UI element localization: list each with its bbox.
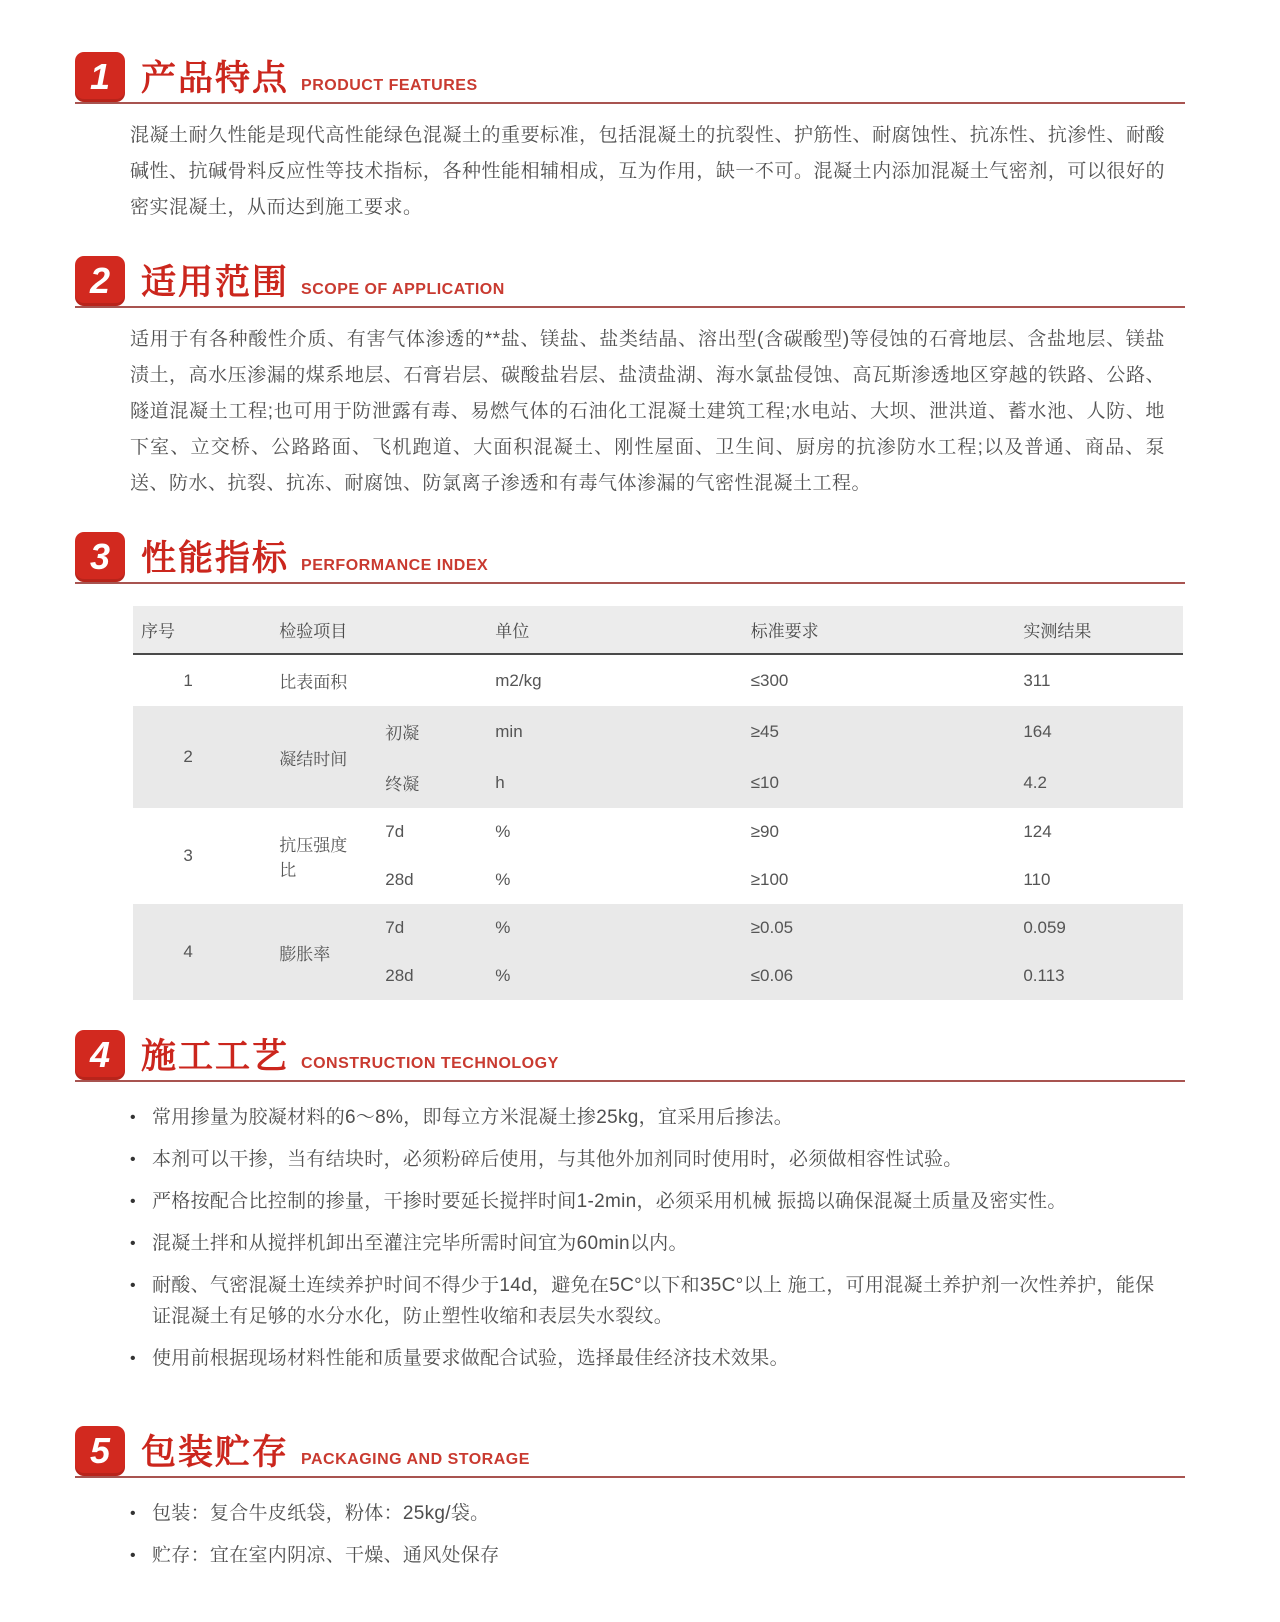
- header-serial: 序号: [133, 606, 243, 654]
- section-1-number-badge: 1: [75, 52, 125, 102]
- cell-subitem: 7d: [359, 904, 475, 952]
- bullet-marker: •: [130, 1505, 136, 1522]
- table-row: [133, 808, 1183, 856]
- list-item: [130, 1186, 1165, 1217]
- table-header-row: [133, 606, 1183, 654]
- cell-unit: min: [475, 706, 724, 757]
- section-5-number-badge: 5: [75, 1426, 125, 1476]
- packaging-bullet-list: [130, 1498, 1165, 1571]
- list-item: [130, 1102, 1165, 1133]
- section-3-subtitle: PERFORMANCE INDEX: [301, 557, 489, 574]
- section-construction-technology: [75, 1030, 1185, 1374]
- section-5-header: [75, 1426, 1185, 1478]
- section-4-subtitle: CONSTRUCTION TECHNOLOGY: [301, 1055, 559, 1072]
- cell-standard: ≥100: [725, 856, 998, 904]
- bullet-text: 耐酸、气密混凝土连续养护时间不得少于14d，避免在5C°以下和35C°以上 施工，可用混凝土养护剂一次性养护，能保证混凝土有足够的水分水化，防止塑性收缩和表层失水裂纹。: [152, 1275, 1155, 1327]
- list-item: [130, 1343, 1165, 1374]
- section-1-title: 产品特点: [141, 58, 290, 98]
- cell-result: 311: [997, 654, 1183, 706]
- section-5-title: 包装贮存: [141, 1432, 290, 1472]
- bullet-marker: •: [130, 1193, 136, 1210]
- bullet-marker: •: [130, 1151, 136, 1168]
- cell-item: 比表面积: [243, 654, 359, 706]
- header-unit: 单位: [475, 606, 724, 654]
- cell-item: 抗压强度比: [243, 808, 359, 904]
- bullet-text: 混凝土拌和从搅拌机卸出至灌注完毕所需时间宜为60min以内。: [152, 1233, 688, 1254]
- section-5-subtitle: PACKAGING AND STORAGE: [301, 1451, 530, 1468]
- cell-serial: 1: [133, 654, 243, 706]
- table-row: [133, 706, 1183, 757]
- bullet-text: 贮存：宜在室内阴凉、干燥、通风处保存: [152, 1545, 500, 1566]
- cell-result: 124: [997, 808, 1183, 856]
- cell-standard: ≤0.06: [725, 952, 998, 1000]
- cell-unit: h: [475, 757, 724, 808]
- cell-unit: m2/kg: [475, 654, 724, 706]
- bullet-marker: •: [130, 1235, 136, 1252]
- section-2-number-badge: 2: [75, 256, 125, 306]
- bullet-marker: •: [130, 1277, 136, 1294]
- cell-item: 凝结时间: [243, 706, 359, 808]
- cell-standard: ≤10: [725, 757, 998, 808]
- section-performance-index: [75, 532, 1185, 1000]
- table-row: [133, 904, 1183, 952]
- cell-serial: 3: [133, 808, 243, 904]
- bullet-text: 严格按配合比控制的掺量，干掺时要延长搅拌时间1-2min，必须采用机械 振捣以确保混凝土质量及密实性。: [152, 1191, 1067, 1212]
- section-2-title: 适用范围: [141, 262, 290, 302]
- header-item: 检验项目: [243, 606, 475, 654]
- cell-subitem: 终凝: [359, 757, 475, 808]
- section-scope-of-application: [75, 256, 1185, 502]
- cell-serial: 2: [133, 706, 243, 808]
- table-row: [133, 654, 1183, 706]
- cell-standard: ≥0.05: [725, 904, 998, 952]
- header-result: 实测结果: [997, 606, 1183, 654]
- bullet-text: 本剂可以干掺，当有结块时，必须粉碎后使用，与其他外加剂同时使用时，必须做相容性试验。: [152, 1149, 963, 1170]
- bullet-text: 常用掺量为胶凝材料的6～8%，即每立方米混凝土掺25kg，宜采用后掺法。: [152, 1107, 794, 1128]
- list-item: [130, 1270, 1165, 1332]
- bullet-text: 包装：复合牛皮纸袋，粉体：25kg/袋。: [152, 1503, 490, 1524]
- cell-unit: %: [475, 952, 724, 1000]
- cell-subitem: 初凝: [359, 706, 475, 757]
- cell-result: 164: [997, 706, 1183, 757]
- section-4-number-badge: 4: [75, 1030, 125, 1080]
- section-4-title: 施工工艺: [141, 1036, 290, 1076]
- cell-standard: ≥90: [725, 808, 998, 856]
- cell-item: 膨胀率: [243, 904, 359, 1000]
- list-item: [130, 1498, 1165, 1529]
- section-2-header: [75, 256, 1185, 308]
- construction-bullet-list: [130, 1102, 1165, 1374]
- cell-serial: 4: [133, 904, 243, 1000]
- section-2-paragraph: 适用于有各种酸性介质、有害气体渗透的**盐、镁盐、盐类结晶、溶出型(含碳酸型)等侵蚀的石膏地层、含盐地层、镁盐渍土，高水压渗漏的煤系地层、石膏岩层、碳酸盐岩层、盐渍盐湖、海水氯盐侵蚀、高瓦斯渗透地区穿越的铁路、公路、隧道混凝土工程;也可用于防泄露有毒、易燃气体的石油化工混凝土建筑工程;水电站、大坝、泄洪道、蓄水池、人防、地下室、立交桥、公路路面、飞机跑道、大面积混凝土、刚性屋面、卫生间、厨房的抗渗防水工程;以及普通、商品、泵送、防水、抗裂、抗冻、耐腐蚀、防氯离子渗透和有毒气体渗漏的气密性混凝土工程。: [130, 329, 1165, 494]
- section-2-subtitle: SCOPE OF APPLICATION: [301, 281, 505, 298]
- cell-result: 4.2: [997, 757, 1183, 808]
- section-3-number-badge: 3: [75, 532, 125, 582]
- section-1-header: [75, 52, 1185, 104]
- cell-subitem: 28d: [359, 856, 475, 904]
- cell-result: 0.059: [997, 904, 1183, 952]
- bullet-marker: •: [130, 1109, 136, 1126]
- section-3-header: [75, 532, 1185, 584]
- bullet-marker: •: [130, 1547, 136, 1564]
- bullet-marker: •: [130, 1350, 136, 1367]
- cell-standard: ≥45: [725, 706, 998, 757]
- cell-unit: %: [475, 856, 724, 904]
- header-standard: 标准要求: [725, 606, 998, 654]
- section-1-subtitle: PRODUCT FEATURES: [301, 77, 478, 94]
- cell-subitem: [359, 654, 475, 706]
- bullet-text: 使用前根据现场材料性能和质量要求做配合试验，选择最佳经济技术效果。: [152, 1348, 789, 1369]
- cell-subitem: 7d: [359, 808, 475, 856]
- section-1-paragraph: 混凝土耐久性能是现代高性能绿色混凝土的重要标准，包括混凝土的抗裂性、护筋性、耐腐蚀性、抗冻性、抗渗性、耐酸碱性、抗碱骨料反应性等技术指标，各种性能相辅相成，互为作用，缺一不可。混凝土内添加混凝土气密剂，可以很好的密实混凝土，从而达到施工要求。: [130, 125, 1165, 218]
- section-3-title: 性能指标: [141, 538, 290, 578]
- cell-result: 0.113: [997, 952, 1183, 1000]
- section-4-header: [75, 1030, 1185, 1082]
- list-item: [130, 1144, 1165, 1175]
- cell-subitem: 28d: [359, 952, 475, 1000]
- list-item: [130, 1228, 1165, 1259]
- performance-table: [133, 606, 1183, 1000]
- cell-unit: %: [475, 808, 724, 856]
- section-product-features: [75, 52, 1185, 226]
- cell-result: 110: [997, 856, 1183, 904]
- list-item: [130, 1540, 1165, 1571]
- cell-standard: ≤300: [725, 654, 998, 706]
- cell-unit: %: [475, 904, 724, 952]
- section-packaging-storage: [75, 1426, 1185, 1571]
